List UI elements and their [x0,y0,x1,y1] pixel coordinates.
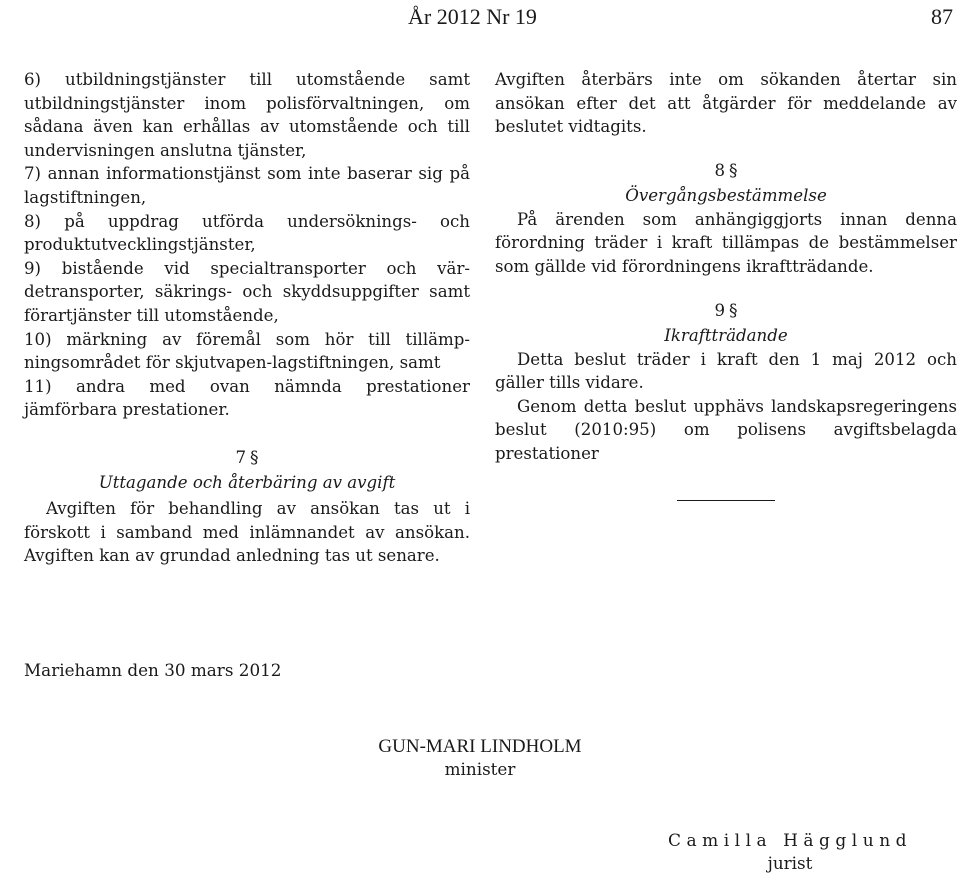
section-6-continuation: Avgiften återbärs inte om sökanden återtar sin ansökan efter det att åtgärder för meddelande av beslutet vidtagits. [495,70,957,137]
list-item-11: 11) andra med ovan nämnda prestationer jämförbara prestationer. [24,376,470,420]
section-8-heading [495,159,957,183]
section-sign-icon: § [729,160,738,181]
running-header [0,4,960,34]
minister-signature [330,736,630,780]
section-7-text: Avgiften för behandling av ansökan tas ut i förskott i samband med inlämnandet av ansökan. Avgiften kan av grundad anledning tas ut senare. [24,498,470,566]
minister-title: minister [444,759,516,779]
section-sign-icon: § [729,300,738,321]
minister-name: GUN-MARI LINDHOLM [378,736,582,757]
place-date: Mariehamn den 30 mars 2012 [24,660,282,680]
section-9-title: Ikraftträdande [664,325,788,345]
list-item-6: 6) utbildningstjänster till utomstående samt utbildningstjänster inom polisförvaltningen, om sådana även kan erhållas av utomstående och till undervisningen anslutna tjänster, [24,70,470,160]
section-8-number: 8 [714,160,726,180]
end-rule [677,500,775,501]
right-column [495,68,957,501]
page-number: 87 [931,4,953,29]
list-item-9: 9) bistående vid specialtransporter och värdetransporter, säkrings- och skyddsuppgifter samt förartjänster till utomstående, [24,258,470,325]
section-8-text: På ärenden som anhängiggjorts innan denna förordning träder i kraft tillämpas de bestämmelser som gällde vid förordningens ikraftträdande. [495,209,957,276]
section-7-title: Uttagande och återbäring av avgift [98,472,396,492]
jurist-signature [620,830,960,874]
section-7-heading [24,446,470,470]
section-9-text-1: Detta beslut träder i kraft den 1 maj 2012 och gäller tills vidare. [495,349,957,393]
list-item-8: 8) på uppdrag utförda undersöknings- och produktutvecklingstjänster, [24,211,470,255]
list-item-7: 7) annan informationstjänst som inte baserar sig på lagstiftningen, [24,164,470,207]
section-8-title: Övergångsbestämmelse [625,185,827,205]
jurist-title: jurist [767,853,813,873]
section-7-number: 7 [235,447,247,467]
section-sign-icon: § [250,447,259,468]
list-item-10: 10) märkning av föremål som hör till tillämpningsområdet för skjutvapen-lagstiftningen, samt [24,329,470,373]
running-title: År 2012 Nr 19 [408,4,537,29]
jurist-name: Camilla Hägglund [667,831,913,851]
section-9-number: 9 [714,300,726,320]
section-9-text-2: Genom detta beslut upphävs landskapsregeringens beslut (2010:95) om polisens avgiftsbelagda prestationer [495,396,957,463]
section-9-heading [495,299,957,323]
left-column [24,68,470,568]
